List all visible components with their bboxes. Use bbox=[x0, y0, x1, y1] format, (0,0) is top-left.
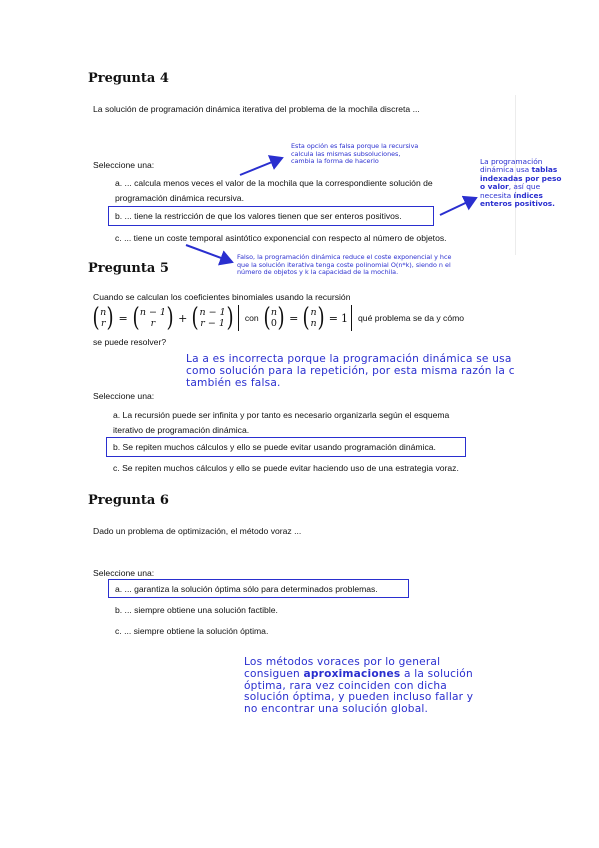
q6-note: Los métodos voraces por lo general consiguen aproximaciones a la solución óptima, rara vez coinciden con dicha solución óptima, y pueden incluso fallar y no encontrar una solución global. bbox=[244, 656, 474, 716]
q4-note-c: Falso, la programación dinámica reduce el coste exponencial y hce que la solución iterativa tenga coste polinomial O(n*k), siendo n el número de objetos y k la capacidad de la mochila. bbox=[237, 253, 452, 277]
q4-statement: La solución de programación dinámica iterativa del problema de la mochila discreta ... bbox=[93, 104, 420, 114]
q4-note-b: La programación dinámica usa tablas indexadas por peso o valor, así que necesita índices enteros positivos. bbox=[480, 157, 562, 209]
q6-option-a[interactable]: a. ... garantiza la solución óptima sólo para determinados problemas. bbox=[115, 584, 378, 594]
binom-n-r: ( n r ) bbox=[92, 303, 114, 333]
q5-option-b[interactable]: b. Se repiten muchos cálculos y ello se puede evitar usando programación dinámica. bbox=[113, 442, 436, 452]
q4-option-b[interactable]: b. ... tiene la restricción de que los valores tienen que ser enteros positivos. bbox=[115, 211, 402, 221]
q4-title: Pregunta 4 bbox=[88, 71, 169, 86]
q5-formula: ( n r ) = ( n − 1 r ) + ( n − 1 r − 1 ) con ( n 0 ) = ( n n ) = 1 qué problema se da y cómo bbox=[92, 303, 465, 333]
arrow-to-note-b bbox=[440, 198, 476, 215]
q5-statement-1: Cuando se calculan los coeficientes binomiales usando la recursión bbox=[93, 292, 351, 302]
arrow-to-option-a bbox=[240, 158, 282, 175]
q5-option-a[interactable]: a. La recursión puede ser infinita y por tanto es necesario organizarla según el esquema iterativo de programación dinámica. bbox=[113, 410, 450, 435]
q6-select-label: Seleccione una: bbox=[93, 568, 155, 578]
binom-n-0: ( n 0 ) bbox=[263, 303, 285, 333]
q4-select-label: Seleccione una: bbox=[93, 160, 155, 170]
q4-option-c[interactable]: c. ... tiene un coste temporal asintótico exponencial con respecto al número de objetos. bbox=[115, 233, 447, 243]
binom-n-n: ( n n ) bbox=[302, 303, 325, 333]
arrow-to-note-c bbox=[186, 245, 232, 262]
q6-title: Pregunta 6 bbox=[88, 493, 169, 508]
q5-title: Pregunta 5 bbox=[88, 261, 169, 276]
q6-statement: Dado un problema de optimización, el método voraz ... bbox=[93, 526, 302, 536]
binom-n1-r: ( n − 1 r ) bbox=[132, 303, 174, 333]
q5-statement-3: se puede resolver? bbox=[93, 337, 167, 347]
q6-option-b[interactable]: b. ... siempre obtiene una solución factible. bbox=[115, 605, 278, 615]
q5-select-label: Seleccione una: bbox=[93, 391, 155, 401]
q4-note-a: Esta opción es falsa porque la recursiva calcula las mismas subsoluciones, cambia la forma de hacerlo bbox=[291, 142, 419, 166]
q6-option-c[interactable]: c. ... siempre obtiene la solución óptima. bbox=[115, 626, 269, 636]
q5-option-c[interactable]: c. Se repiten muchos cálculos y ello se puede evitar haciendo uso de una estrategia voraz. bbox=[113, 463, 459, 473]
binom-n1-r1: ( n − 1 r − 1 ) bbox=[191, 303, 234, 333]
q4-option-a[interactable]: a. ... calcula menos veces el valor de la mochila que la correspondiente solución de programación dinámica recursiva. bbox=[115, 178, 433, 203]
q5-note: La a es incorrecta porque la programación dinámica se usa como solución para la repetición, por esta misma razón la c también es falsa. bbox=[186, 353, 515, 389]
